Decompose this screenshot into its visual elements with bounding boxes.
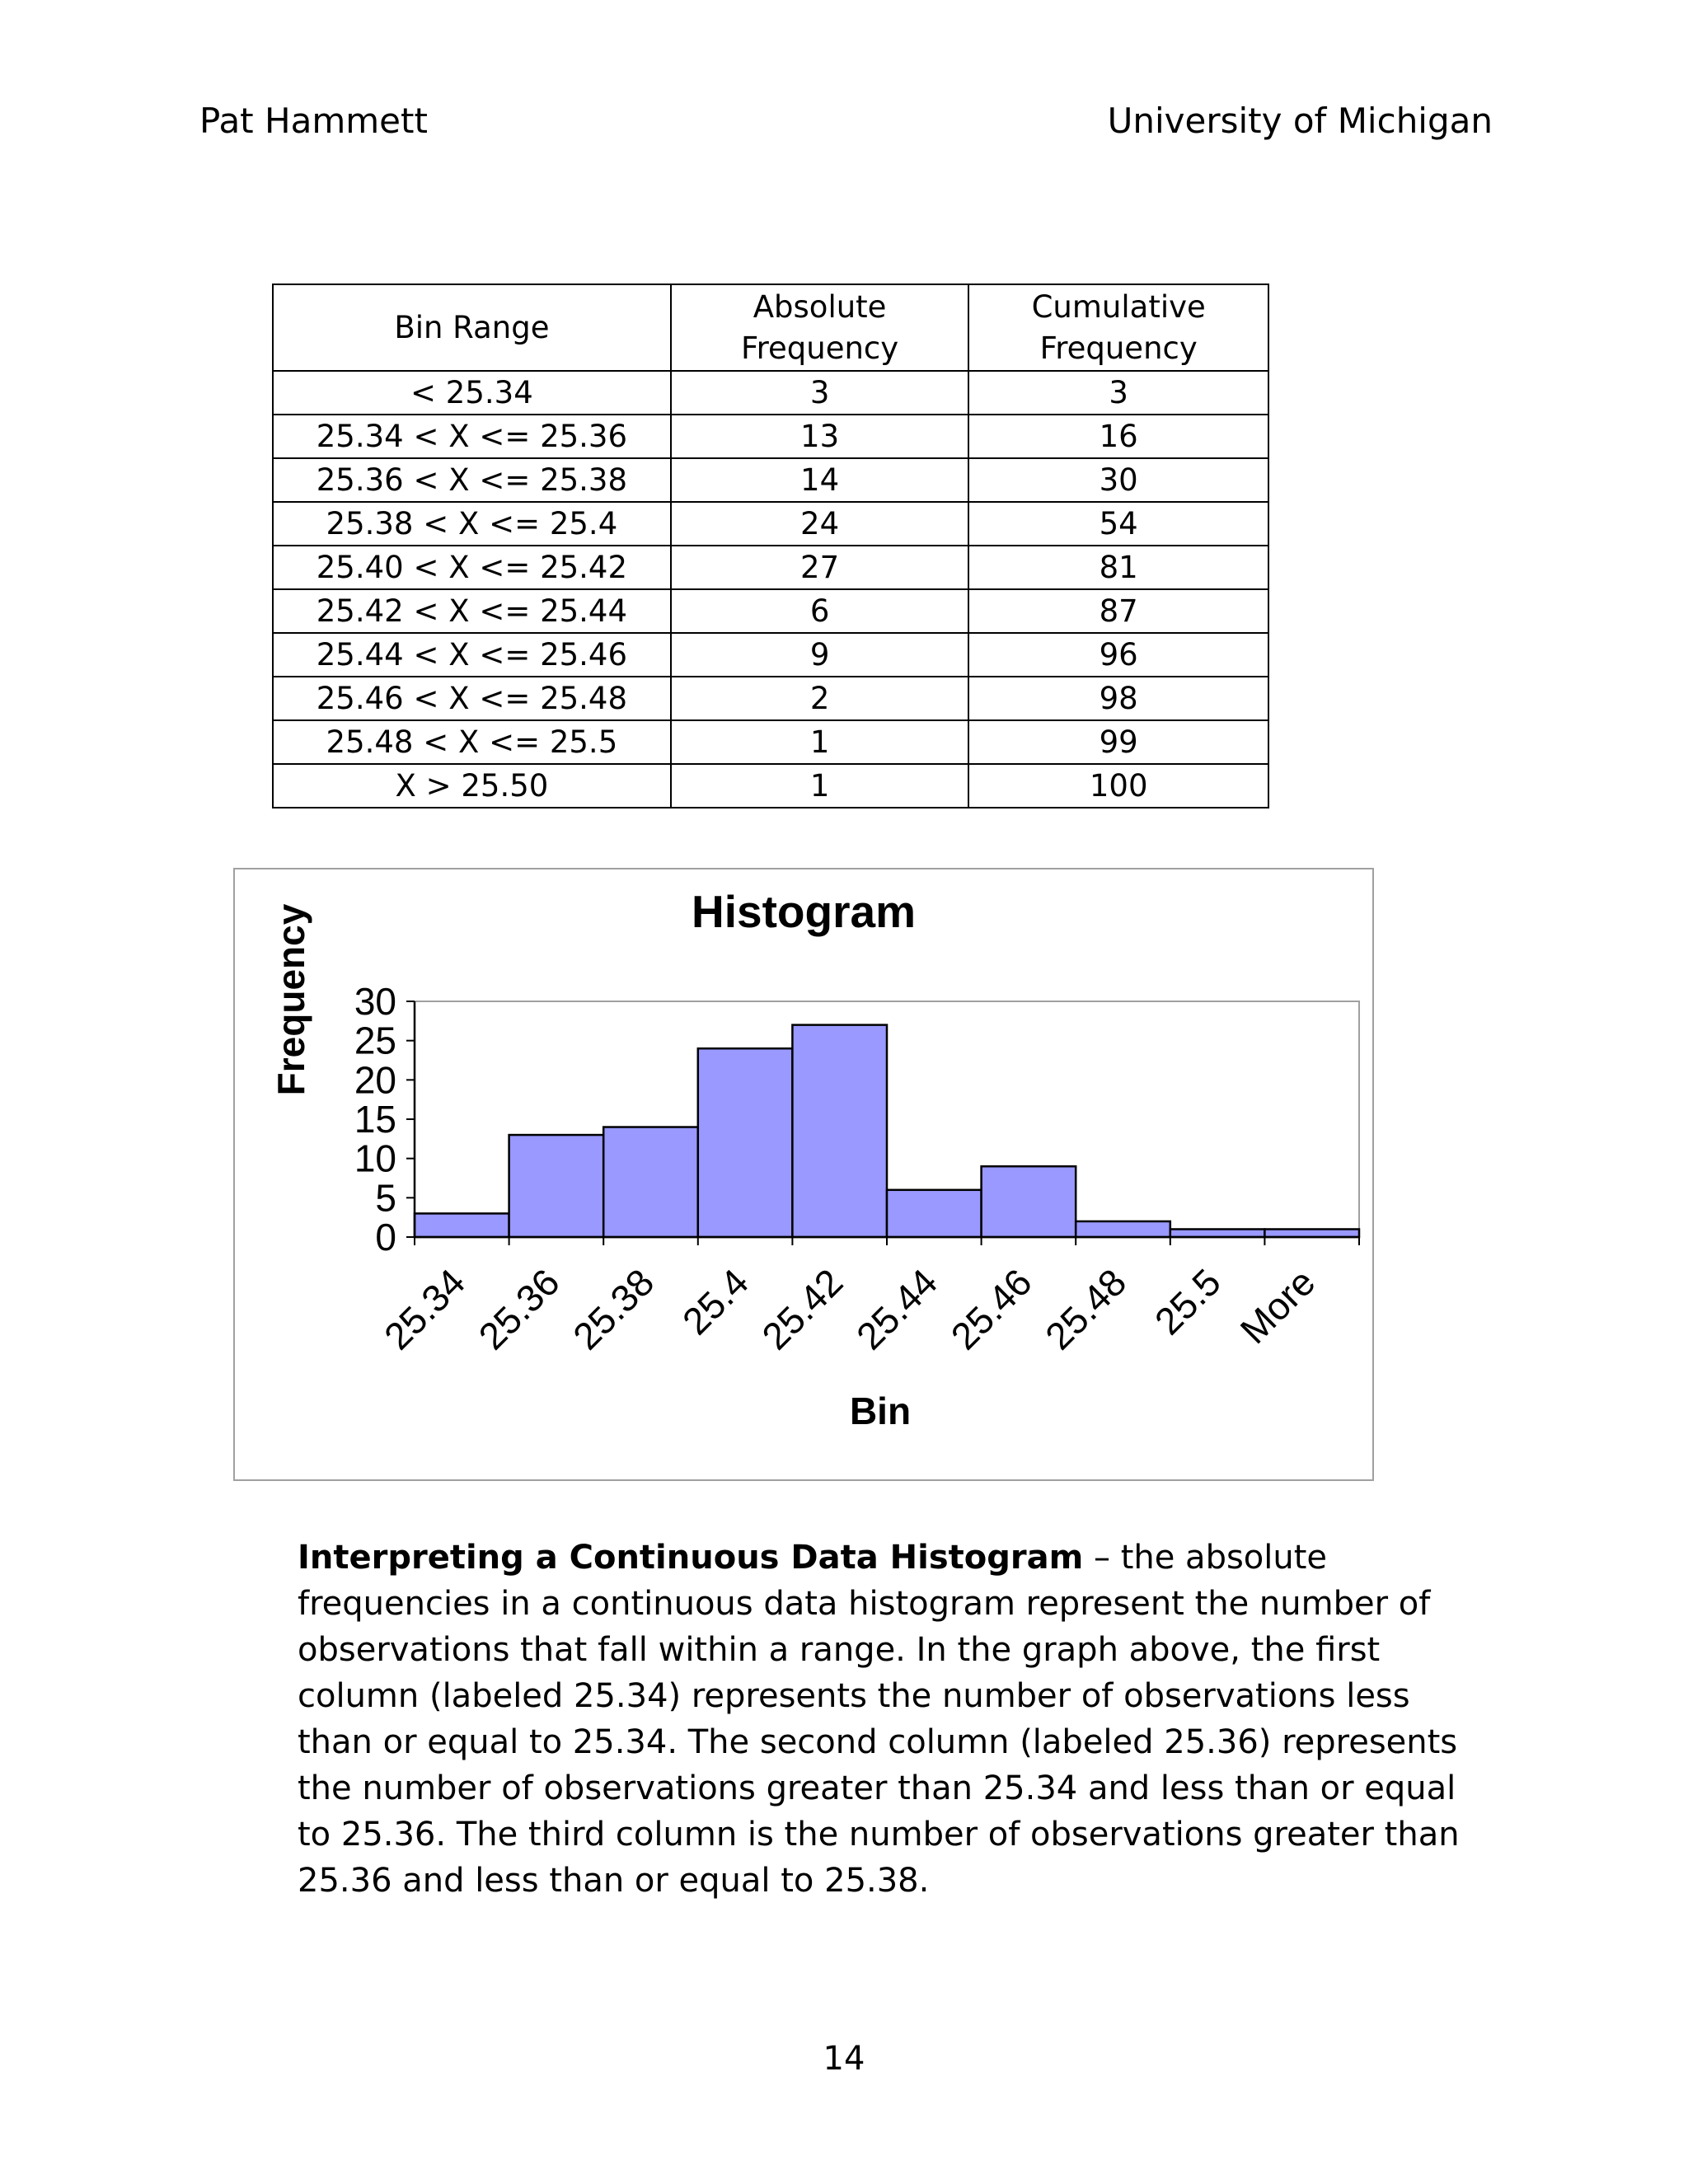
y-tick-label: 20	[354, 1058, 396, 1102]
y-tick-label: 15	[354, 1098, 396, 1141]
absolute-frequency-cell: 1	[671, 764, 969, 808]
cumulative-frequency-cell: 16	[968, 415, 1268, 458]
interpretation-paragraph	[298, 1535, 1476, 1904]
table-header-bin-range: Bin Range	[273, 284, 671, 371]
bin-range-cell: X > 25.50	[273, 764, 671, 808]
table-body	[273, 371, 1268, 808]
x-tick-label: More	[1231, 1260, 1324, 1352]
chart-y-axis-label: Frequency	[270, 903, 312, 1096]
cumulative-frequency-cell: 100	[968, 764, 1268, 808]
y-tick-label: 5	[375, 1176, 396, 1220]
bin-range-cell: 25.40 < X <= 25.42	[273, 546, 671, 589]
table-row	[273, 458, 1268, 502]
table-header-row	[273, 284, 1268, 371]
table-row	[273, 502, 1268, 546]
cumulative-frequency-cell: 54	[968, 502, 1268, 546]
absolute-frequency-cell: 1	[671, 720, 969, 764]
bin-range-cell: 25.48 < X <= 25.5	[273, 720, 671, 764]
histogram-bar	[698, 1048, 793, 1237]
table-row	[273, 546, 1268, 589]
histogram-bar	[982, 1166, 1076, 1237]
cumulative-frequency-cell: 81	[968, 546, 1268, 589]
table-row	[273, 633, 1268, 677]
cumulative-frequency-cell: 99	[968, 720, 1268, 764]
bin-range-cell: 25.34 < X <= 25.36	[273, 415, 671, 458]
bin-range-cell: 25.44 < X <= 25.46	[273, 633, 671, 677]
table-header-cumulative-frequency: Cumulative Frequency	[968, 284, 1268, 371]
bin-range-cell: < 25.34	[273, 371, 671, 415]
histogram-chart	[233, 868, 1374, 1481]
table-header-absolute-frequency: Absolute Frequency	[671, 284, 969, 371]
table-row	[273, 764, 1268, 808]
absolute-frequency-cell: 6	[671, 589, 969, 633]
bin-range-cell: 25.42 < X <= 25.44	[273, 589, 671, 633]
chart-x-axis-label: Bin	[849, 1390, 912, 1432]
bin-range-cell: 25.38 < X <= 25.4	[273, 502, 671, 546]
x-tick-label: 25.5	[1146, 1260, 1229, 1343]
x-tick-label: 25.42	[753, 1260, 851, 1358]
page-number: 14	[823, 2040, 865, 2078]
paragraph-lead: Interpreting a Continuous Data Histogram	[298, 1539, 1084, 1577]
histogram-bar	[415, 1213, 509, 1237]
absolute-frequency-cell: 3	[671, 371, 969, 415]
x-tick-label: 25.38	[565, 1260, 663, 1358]
histogram-svg	[235, 869, 1376, 1483]
x-tick-label: 25.4	[673, 1260, 757, 1343]
paragraph-body: – the absolute frequencies in a continuous data histogram represent the number of observations that fall within a range. In the graph above, the first column (labeled 25.34) represents the number of observations less than or equal to 25.34. The second column (labeled 25.36) represents the number of observations greater than 25.34 and less than or equal to 25.36. The third column is the number of observations greater than 25.36 and less than or equal to 25.38.	[298, 1539, 1460, 1900]
bin-range-cell: 25.46 < X <= 25.48	[273, 677, 671, 720]
absolute-frequency-cell: 27	[671, 546, 969, 589]
histogram-bar	[509, 1135, 604, 1237]
frequency-table	[272, 284, 1269, 808]
header-author: Pat Hammett	[199, 101, 428, 141]
x-tick-label: 25.48	[1037, 1260, 1135, 1358]
histogram-bar	[792, 1025, 887, 1237]
table-row	[273, 415, 1268, 458]
histogram-bar	[603, 1127, 698, 1237]
histogram-bar	[887, 1190, 982, 1237]
cumulative-frequency-cell: 3	[968, 371, 1268, 415]
y-tick-label: 10	[354, 1137, 396, 1180]
table-row	[273, 677, 1268, 720]
absolute-frequency-cell: 13	[671, 415, 969, 458]
x-tick-label: 25.46	[942, 1260, 1040, 1358]
absolute-frequency-cell: 24	[671, 502, 969, 546]
histogram-bar	[1264, 1229, 1359, 1237]
y-tick-label: 25	[354, 1019, 396, 1062]
y-tick-label: 30	[354, 980, 396, 1023]
absolute-frequency-cell: 14	[671, 458, 969, 502]
x-tick-label: 25.44	[847, 1260, 946, 1358]
table-row	[273, 720, 1268, 764]
header-institution: University of Michigan	[1107, 101, 1493, 141]
table-row	[273, 589, 1268, 633]
cumulative-frequency-cell: 96	[968, 633, 1268, 677]
histogram-bar	[1076, 1221, 1170, 1237]
absolute-frequency-cell: 9	[671, 633, 969, 677]
x-tick-label: 25.34	[375, 1260, 474, 1358]
cumulative-frequency-cell: 98	[968, 677, 1268, 720]
cumulative-frequency-cell: 87	[968, 589, 1268, 633]
table-row	[273, 371, 1268, 415]
chart-title: Histogram	[692, 886, 916, 937]
bin-range-cell: 25.36 < X <= 25.38	[273, 458, 671, 502]
y-tick-label: 0	[375, 1216, 396, 1258]
histogram-bar	[1170, 1229, 1265, 1237]
absolute-frequency-cell: 2	[671, 677, 969, 720]
x-tick-label: 25.36	[470, 1260, 568, 1358]
cumulative-frequency-cell: 30	[968, 458, 1268, 502]
